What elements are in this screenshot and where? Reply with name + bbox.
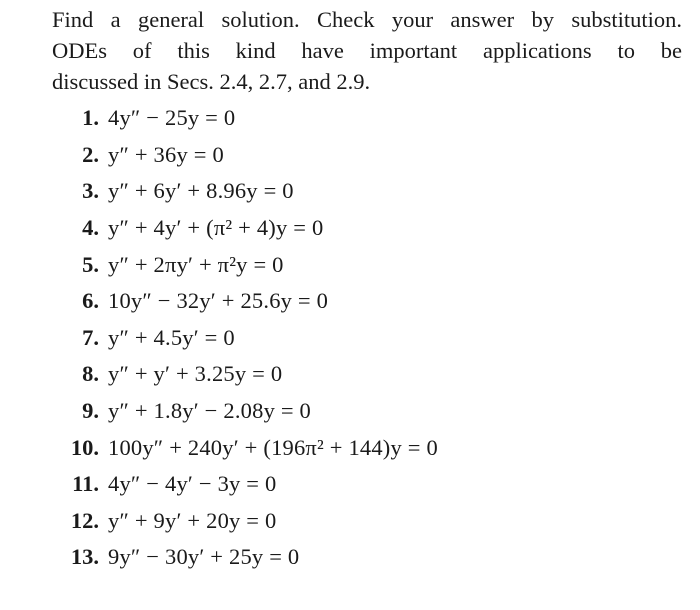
problem-equation: y″ + 9y′ + 20y = 0 (108, 507, 277, 533)
instructions-line-1: Find a general solution. Check your answer by substitution. (52, 7, 682, 32)
problem-equation: y″ + 4y′ + (π² + 4)y = 0 (108, 215, 324, 241)
problem-equation: 10y″ − 32y′ + 25.6y = 0 (108, 288, 329, 314)
problem-equation: 4y″ − 25y = 0 (108, 105, 236, 131)
problem-item-6 (52, 283, 438, 320)
problem-item-7 (52, 320, 438, 357)
problem-number: 13. (70, 544, 99, 570)
problem-item-9 (52, 393, 438, 430)
problem-number: 1. (82, 105, 99, 131)
problem-list (52, 100, 438, 576)
problem-equation: y″ + y′ + 3.25y = 0 (108, 361, 283, 387)
problem-number: 6. (82, 288, 99, 314)
problem-number: 11. (72, 471, 99, 497)
instructions-line-2: ODEs of this kind have important applications to be (52, 38, 682, 63)
problem-equation: y″ + 2πy′ + π²y = 0 (108, 251, 284, 277)
problem-item-10 (52, 429, 438, 466)
problem-number: 10. (70, 434, 99, 460)
problem-item-8 (52, 356, 438, 393)
problem-equation: 4y″ − 4y′ − 3y = 0 (108, 471, 277, 497)
problem-number: 2. (82, 141, 99, 167)
problem-equation: y″ + 36y = 0 (108, 141, 224, 167)
problem-item-5 (52, 246, 438, 283)
problem-item-2 (52, 137, 438, 174)
problem-number: 12. (70, 507, 99, 533)
problem-number: 9. (82, 398, 99, 424)
problem-item-13 (52, 539, 438, 576)
problem-number: 8. (82, 361, 99, 387)
problem-equation: 9y″ − 30y′ + 25y = 0 (108, 544, 300, 570)
problem-equation: y″ + 1.8y′ − 2.08y = 0 (108, 398, 312, 424)
problem-item-11 (52, 466, 438, 503)
problem-equation: y″ + 4.5y′ = 0 (108, 324, 235, 350)
problem-number: 7. (82, 324, 99, 350)
problem-item-4 (52, 210, 438, 247)
problem-item-1 (52, 100, 438, 137)
instructions-line-3: discussed in Secs. 2.4, 2.7, and 2.9. (52, 69, 371, 94)
problem-equation: 100y″ + 240y′ + (196π² + 144)y = 0 (108, 434, 438, 460)
problem-number: 3. (82, 178, 99, 204)
problem-equation: y″ + 6y′ + 8.96y = 0 (108, 178, 294, 204)
instructions-paragraph (52, 4, 682, 97)
problem-item-12 (52, 503, 438, 540)
problem-item-3 (52, 173, 438, 210)
problem-number: 5. (82, 251, 99, 277)
problem-number: 4. (82, 215, 99, 241)
